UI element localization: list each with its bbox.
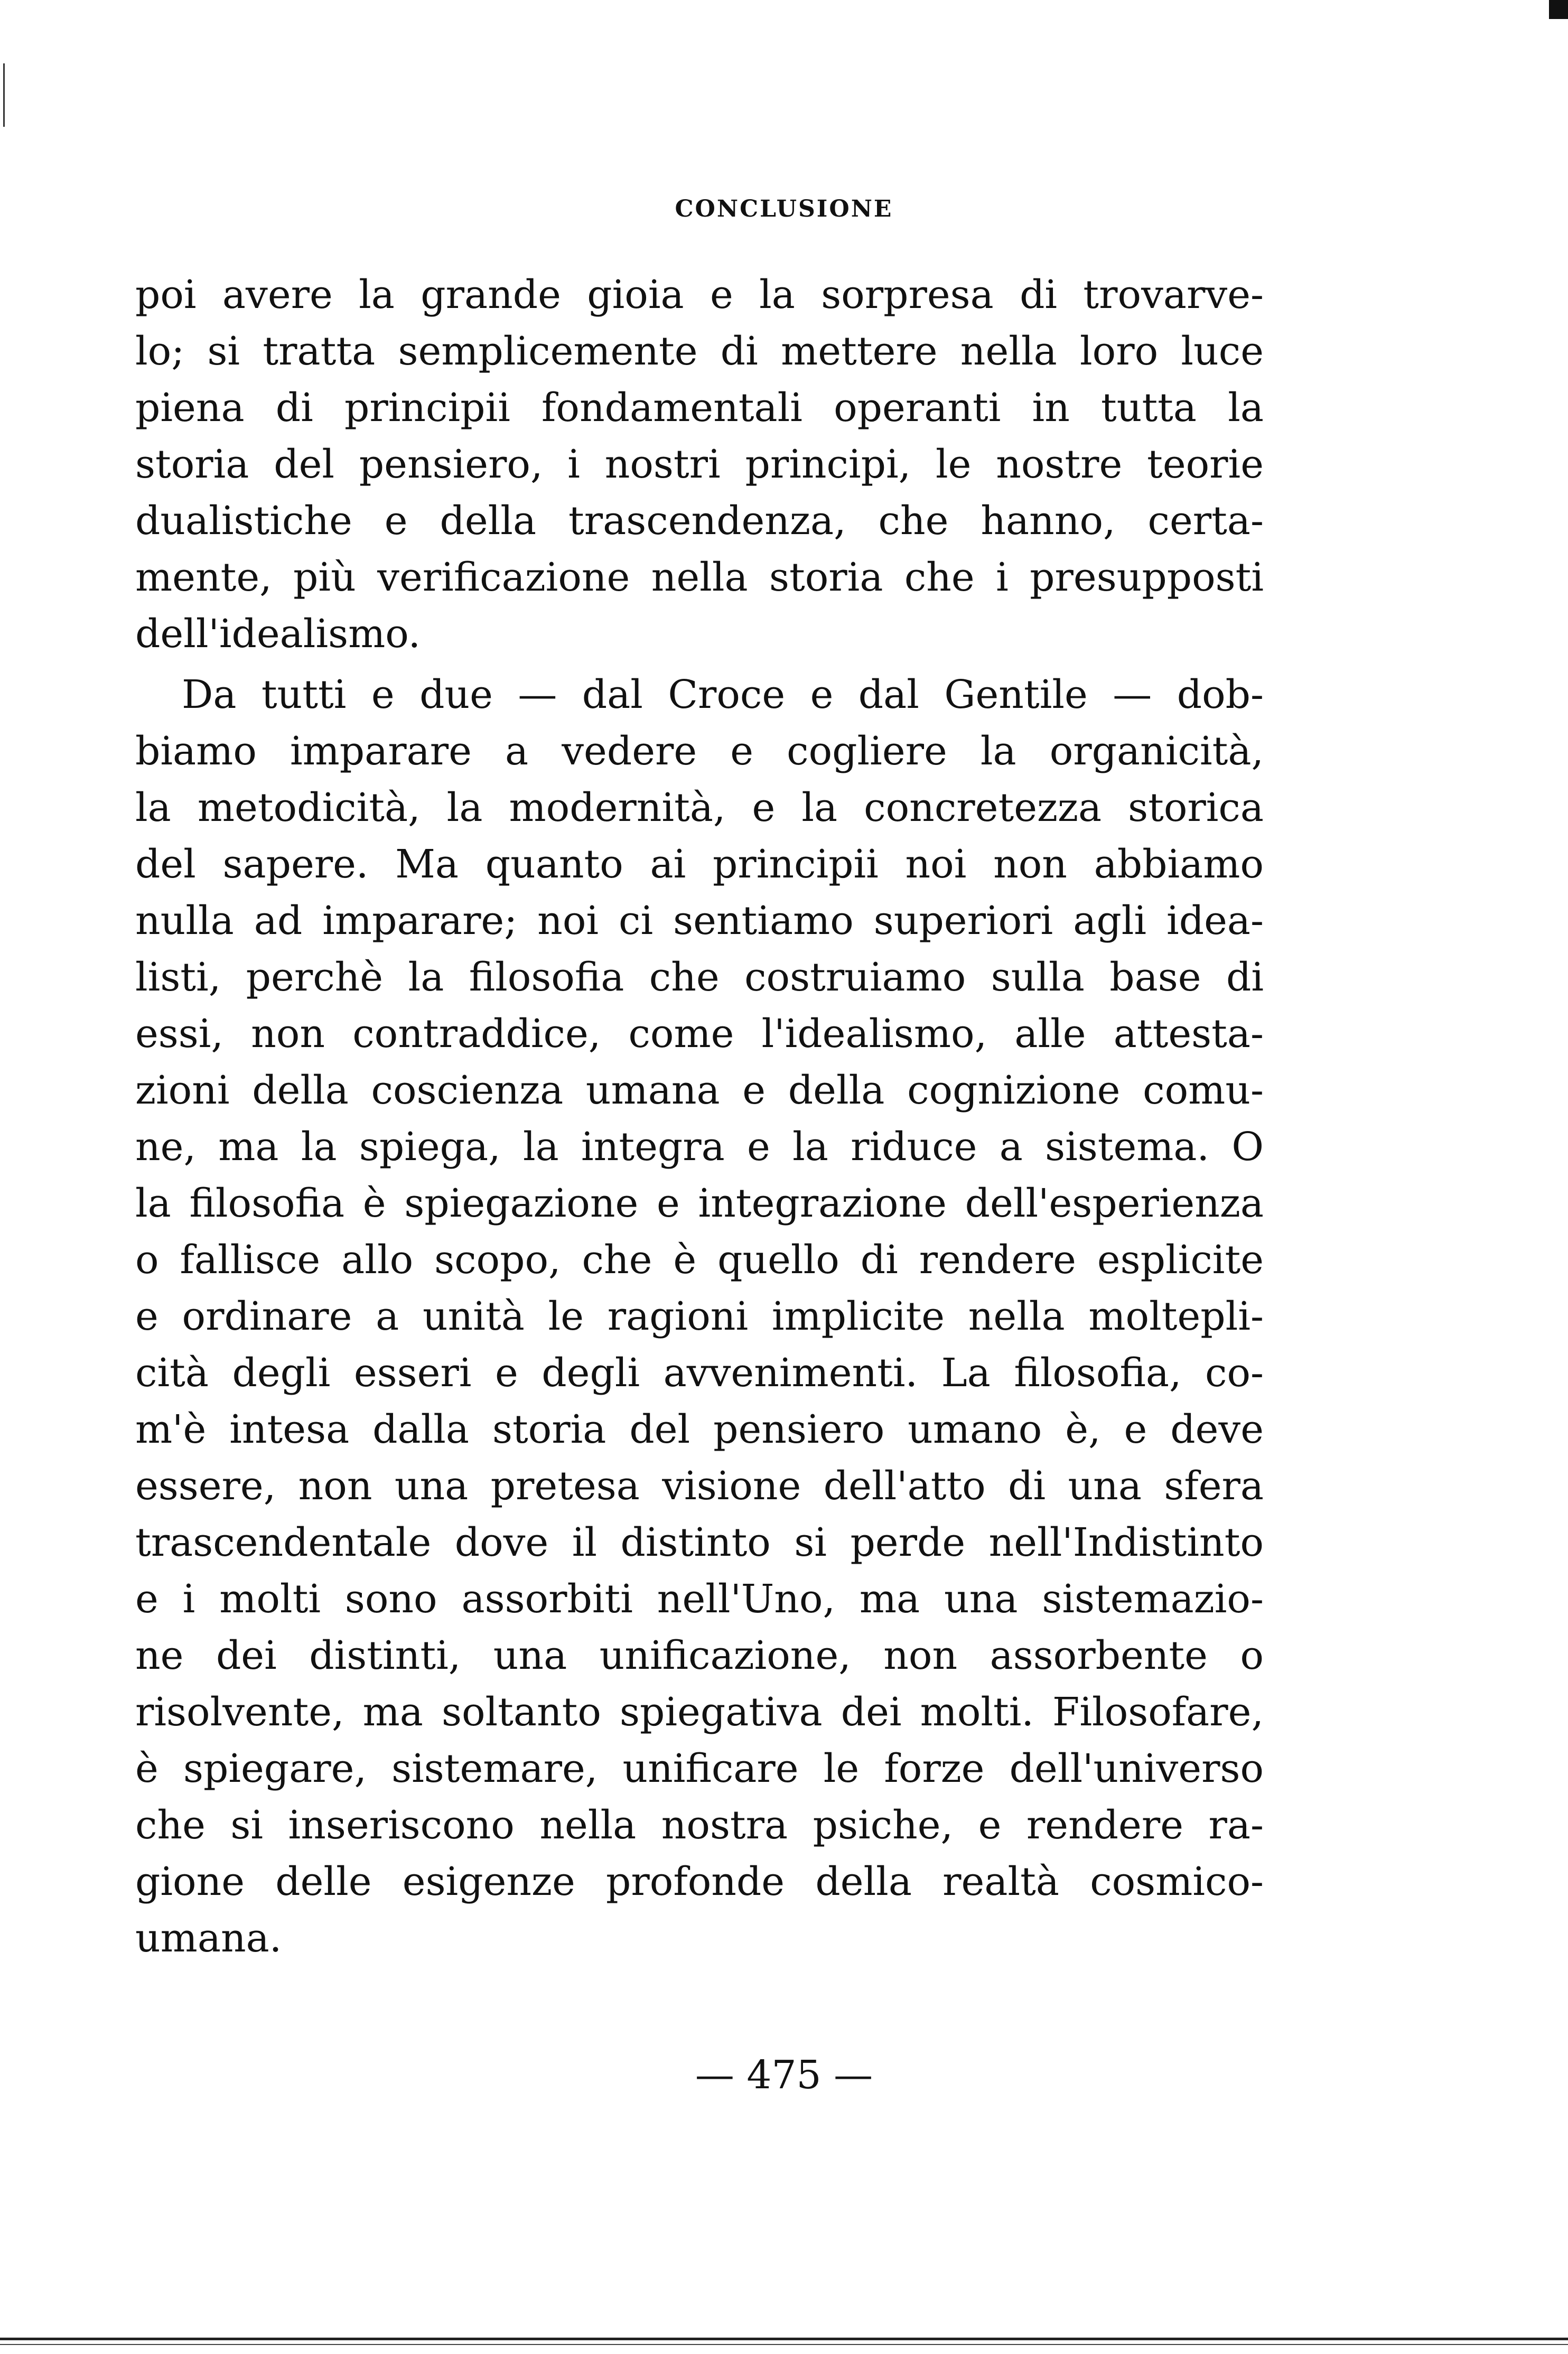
text-line: biamo imparare a vedere e cogliere la organicità,: [135, 728, 1264, 774]
text-line: cità degli esseri e degli avvenimenti. La filosofia, co-: [135, 1350, 1264, 1396]
text-line: piena di principii fondamentali operanti in tutta la: [135, 385, 1264, 431]
paragraph-2: [135, 667, 1264, 1967]
scan-corner-mark: [1549, 0, 1568, 19]
text-line: e ordinare a unità le ragioni implicite nella moltepli-: [135, 1294, 1264, 1339]
text-line: essere, non una pretesa visione dell'atto di una sfera: [135, 1463, 1264, 1509]
text-line: risolvente, ma soltanto spiegativa dei molti. Filosofare,: [135, 1689, 1264, 1735]
text-line: listi, perchè la filosofia che costruiamo sulla base di: [135, 955, 1264, 1000]
text-line: ne, ma la spiega, la integra e la riduce a sistema. O: [135, 1124, 1264, 1170]
text-line: la filosofia è spiegazione e integrazione dell'esperienza: [135, 1181, 1264, 1226]
text-line: umana.: [135, 1916, 282, 1961]
bottom-rule: [0, 2338, 1568, 2340]
text-line: che si inseriscono nella nostra psiche, e rendere ra-: [135, 1802, 1264, 1848]
running-head: CONCLUSIONE: [675, 195, 893, 222]
text-line: lo; si tratta semplicemente di mettere nella loro luce: [135, 329, 1264, 374]
text-line: m'è intesa dalla storia del pensiero umano è, e deve: [135, 1407, 1264, 1452]
text-line: trascendentale dove il distinto si perde nell'Indistinto: [135, 1520, 1264, 1565]
text-line: storia del pensiero, i nostri principi, le nostre teorie: [135, 442, 1264, 487]
text-line: zioni della coscienza umana e della cognizione comu-: [135, 1068, 1264, 1113]
text-line: mente, più verificazione nella storia che i presupposti: [135, 555, 1264, 600]
text-line: dualistiche e della trascendenza, che hanno, certa-: [135, 498, 1264, 544]
bottom-rule-thin: [0, 2344, 1568, 2345]
text-line: è spiegare, sistemare, unificare le forze dell'universo: [135, 1746, 1264, 1791]
text-line: nulla ad imparare; noi ci sentiamo superiori agli idea-: [135, 898, 1264, 944]
text-line: gione delle esigenze profonde della realtà cosmico-: [135, 1859, 1264, 1904]
text-line: dell'idealismo.: [135, 611, 421, 657]
text-line: ne dei distinti, una unificazione, non assorbente o: [135, 1633, 1264, 1678]
scan-edge-mark: [3, 63, 5, 127]
paragraph-gap: [135, 662, 1264, 667]
text-line: poi avere la grande gioia e la sorpresa di trovarve-: [135, 272, 1264, 317]
text-line: del sapere. Ma quanto ai principii noi non abbiamo: [135, 842, 1264, 887]
text-line: e i molti sono assorbiti nell'Uno, ma una sistemazio-: [135, 1576, 1264, 1622]
text-line: o fallisce allo scopo, che è quello di rendere esplicite: [135, 1237, 1264, 1283]
text-line: essi, non contraddice, come l'idealismo, alle attesta-: [135, 1011, 1264, 1057]
paragraph-1: [135, 267, 1264, 662]
text-line: Da tutti e due — dal Croce e dal Gentile — dob-: [182, 672, 1264, 717]
text-line: la metodicità, la modernità, e la concretezza storica: [135, 785, 1264, 830]
page-number: — 475 —: [695, 2052, 873, 2098]
body-text: [135, 267, 1264, 1967]
